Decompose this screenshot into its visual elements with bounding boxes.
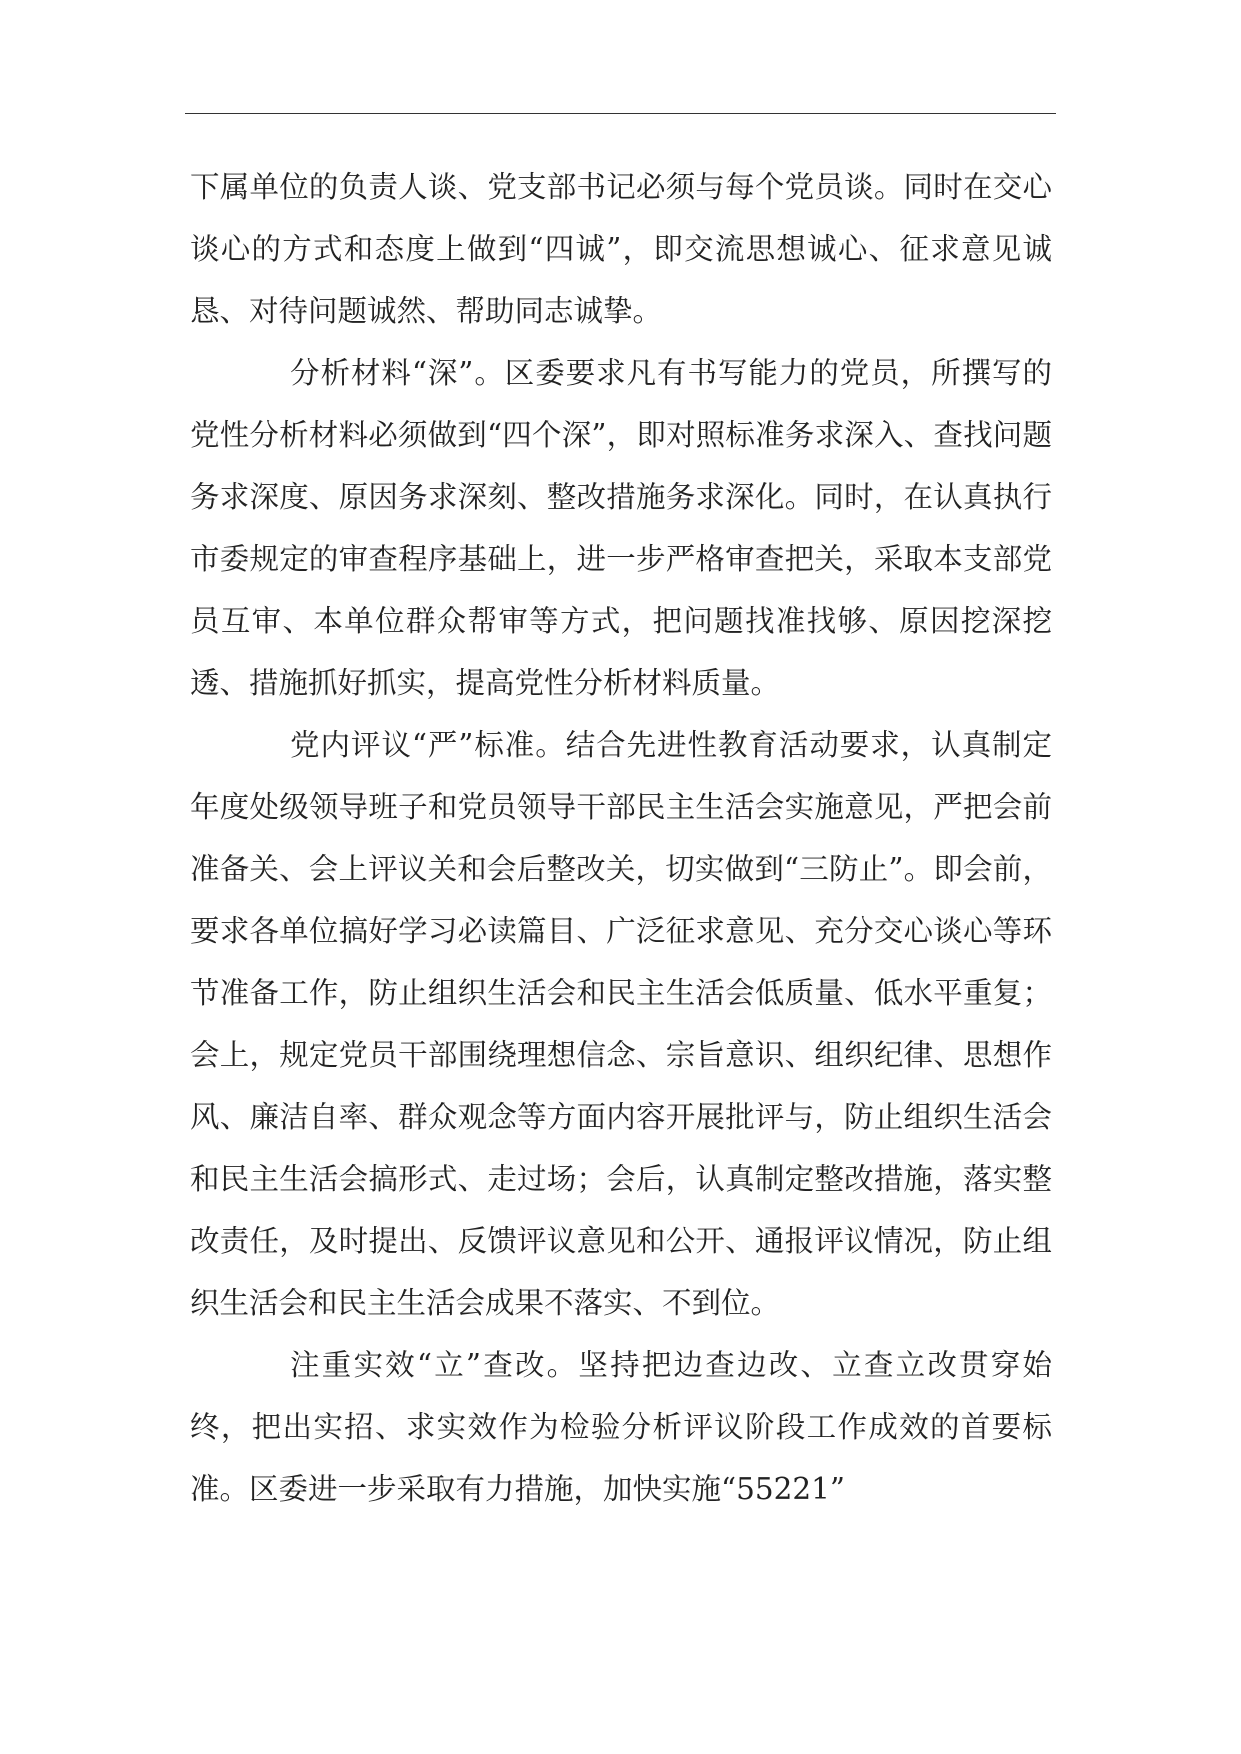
paragraph-4: 注重实效“立”查改。坚持把边查边改、立查立改贯穿始终，把出实招、求实效作为检验分析评议阶段工作成效的首要标准。区委进一步采取有力措施，加快实施“55221” — [190, 1348, 1052, 1506]
paragraph-3: 党内评议“严”标准。结合先进性教育活动要求，认真制定年度处级领导班子和党员领导干部民主生活会实施意见，严把会前准备关、会上评议关和会后整改关，切实做到“三防止”。即会前，要求各单位搞好学习必读篇目、广泛征求意见、充分交心谈心等环节准备工作，防止组织生活会和民主生活会低质量、低水平重复；会上，规定党员干部围绕理想信念、宗旨意识、组织纪律、思想作风、廉洁自率、群众观念等方面内容开展批评与，防止组织生活会和民主生活会搞形式、走过场；会后，认真制定整改措施，落实整改责任，及时提出、反馈评议意见和公开、通报评议情况，防止组织生活会和民主生活会成果不落实、不到位。 — [190, 728, 1052, 1320]
paragraph-2: 分析材料“深”。区委要求凡有书写能力的党员，所撰写的党性分析材料必须做到“四个深”，即对照标准务求深入、查找问题务求深度、原因务求深刻、整改措施务求深化。同时，在认真执行市委规定的审查程序基础上，进一步严格审查把关，采取本支部党员互审、本单位群众帮审等方式，把问题找准找够、原因挖深挖透、措施抓好抓实，提高党性分析材料质量。 — [190, 356, 1052, 700]
header-rule — [185, 113, 1056, 114]
body-text — [190, 156, 1052, 1520]
paragraph-1: 下属单位的负责人谈、党支部书记必须与每个党员谈。同时在交心谈心的方式和态度上做到“四诚”，即交流思想诚心、征求意见诚恳、对待问题诚然、帮助同志诚挚。 — [190, 170, 1052, 328]
